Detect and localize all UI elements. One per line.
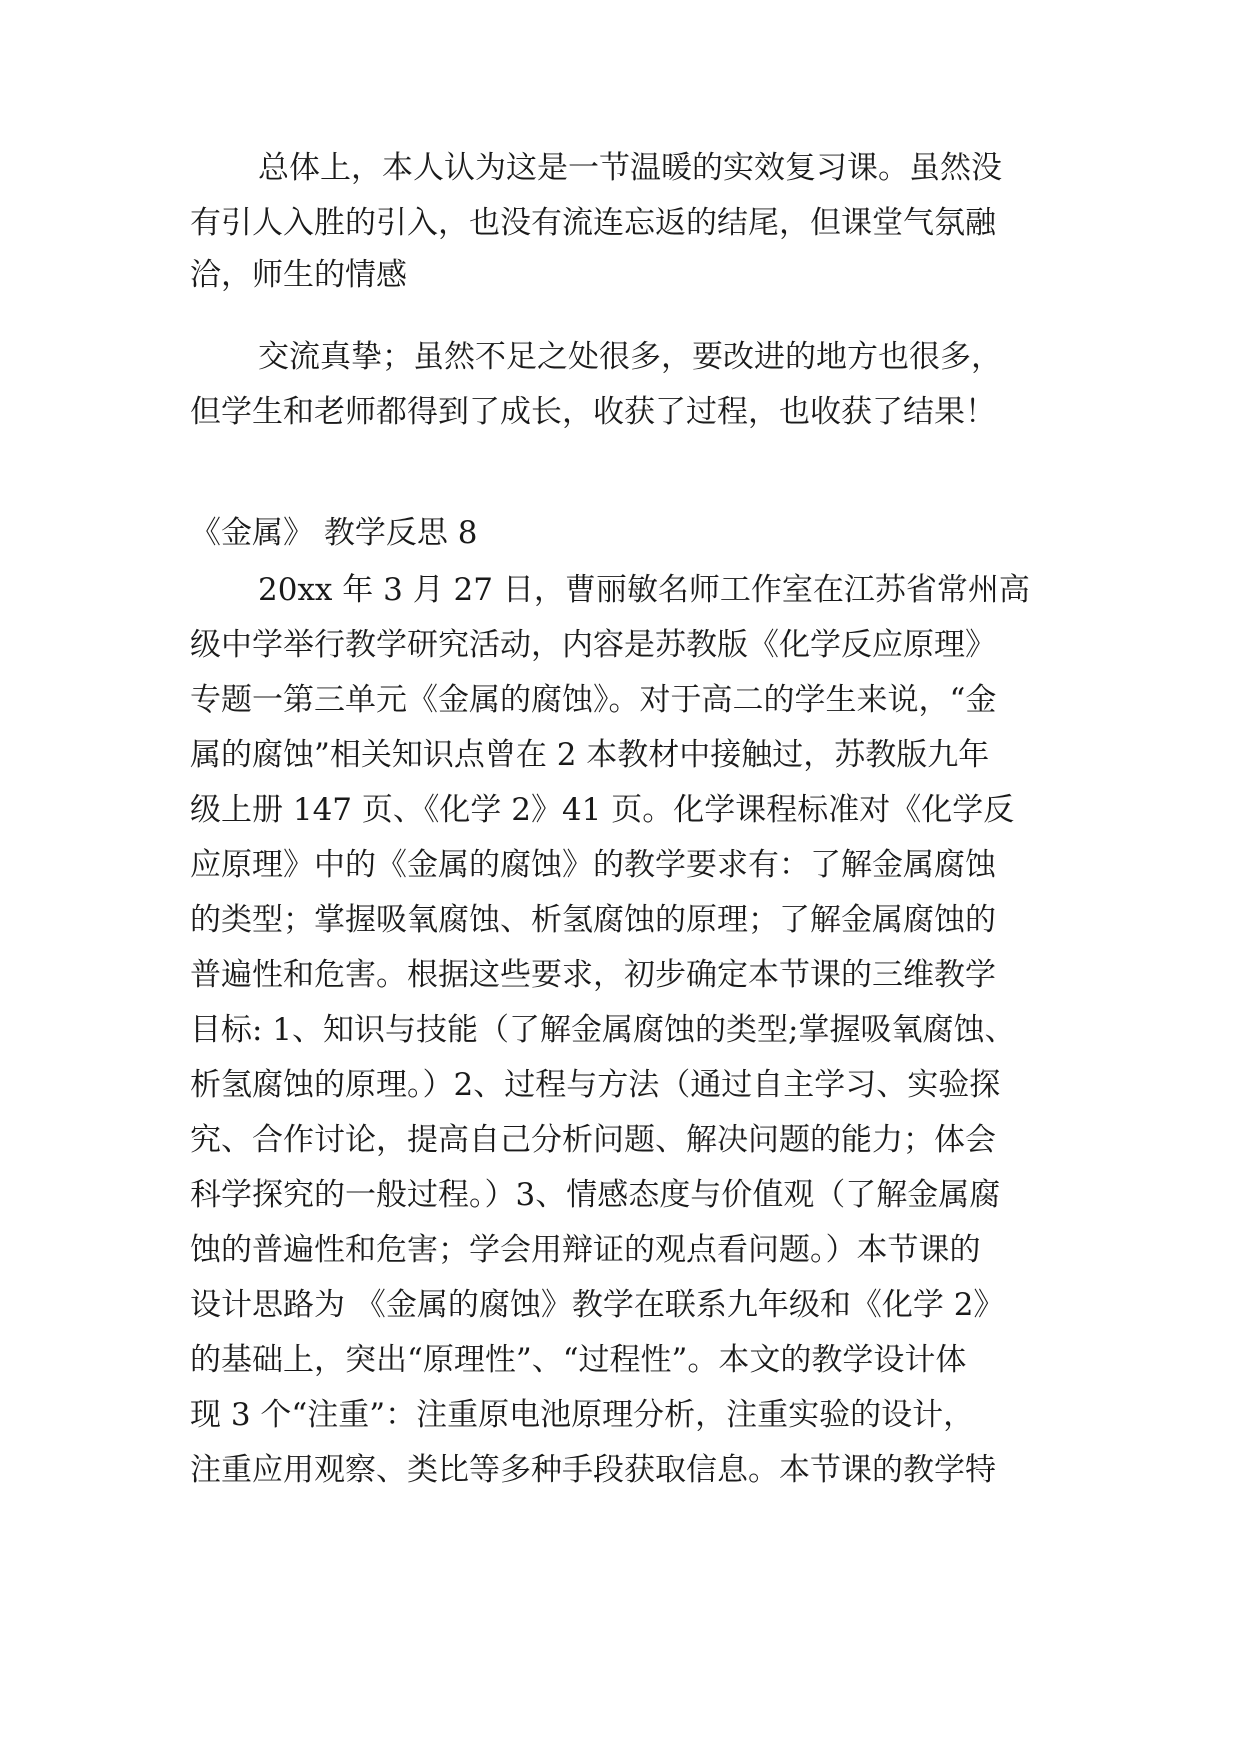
paragraph-3-line-3: 专题一第三单元《金属的腐蚀》。对于高二的学生来说，“金: [190, 682, 997, 718]
paragraph-1-line-3: 洽，师生的情感: [190, 257, 407, 293]
paragraph-3-line-14: 设计思路为 《金属的腐蚀》教学在联系九年级和《化学 2》: [190, 1287, 1005, 1323]
paragraph-3-line-1: 20xx 年 3 月 27 日，曹丽敏名师工作室在江苏省常州高: [258, 572, 1030, 608]
paragraph-3-line-11: 究、合作讨论，提高自己分析问题、解决问题的能力；体会: [190, 1122, 996, 1158]
paragraph-3-line-6: 应原理》中的《金属的腐蚀》的教学要求有：了解金属腐蚀: [190, 847, 996, 883]
paragraph-3-line-15: 的基础上，突出“原理性”、“过程性”。本文的教学设计体: [190, 1342, 967, 1378]
paragraph-1-line-2: 有引人入胜的引入，也没有流连忘返的结尾，但课堂气氛融: [190, 205, 996, 241]
paragraph-3-line-16: 现 3 个“注重”：注重原电池原理分析，注重实验的设计，: [190, 1397, 975, 1433]
paragraph-3-line-10: 析氢腐蚀的原理。）2、过程与方法（通过自主学习、实验探: [190, 1067, 1001, 1103]
paragraph-3-line-8: 普遍性和危害。根据这些要求，初步确定本节课的三维教学: [190, 957, 996, 993]
paragraph-2-line-2: 但学生和老师都得到了成长，收获了过程，也收获了结果！: [190, 394, 996, 430]
paragraph-3-line-13: 蚀的普遍性和危害；学会用辩证的观点看问题。）本节课的: [190, 1232, 981, 1268]
paragraph-3-line-12: 科学探究的一般过程。）3、情感态度与价值观（了解金属腐: [190, 1177, 1001, 1213]
paragraph-3-line-9: 目标: 1、知识与技能（了解金属腐蚀的类型;掌握吸氧腐蚀、: [190, 1012, 1016, 1048]
paragraph-3-line-4: 属的腐蚀”相关知识点曾在 2 本教材中接触过，苏教版九年: [190, 737, 990, 773]
paragraph-3-line-17: 注重应用观察、类比等多种手段获取信息。本节课的教学特: [190, 1452, 996, 1488]
paragraph-3-line-5: 级上册 147 页、《化学 2》41 页。化学课程标准对《化学反: [190, 792, 1015, 828]
section-title: 《金属》 教学反思 8: [190, 515, 478, 551]
paragraph-1-line-1: 总体上，本人认为这是一节温暖的实效复习课。虽然没: [258, 150, 1002, 186]
paragraph-2-line-1: 交流真挚；虽然不足之处很多，要改进的地方也很多，: [258, 339, 1002, 375]
paragraph-3-line-2: 级中学举行教学研究活动，内容是苏教版《化学反应原理》: [190, 627, 996, 663]
paragraph-3-line-7: 的类型；掌握吸氧腐蚀、析氢腐蚀的原理；了解金属腐蚀的: [190, 902, 996, 938]
